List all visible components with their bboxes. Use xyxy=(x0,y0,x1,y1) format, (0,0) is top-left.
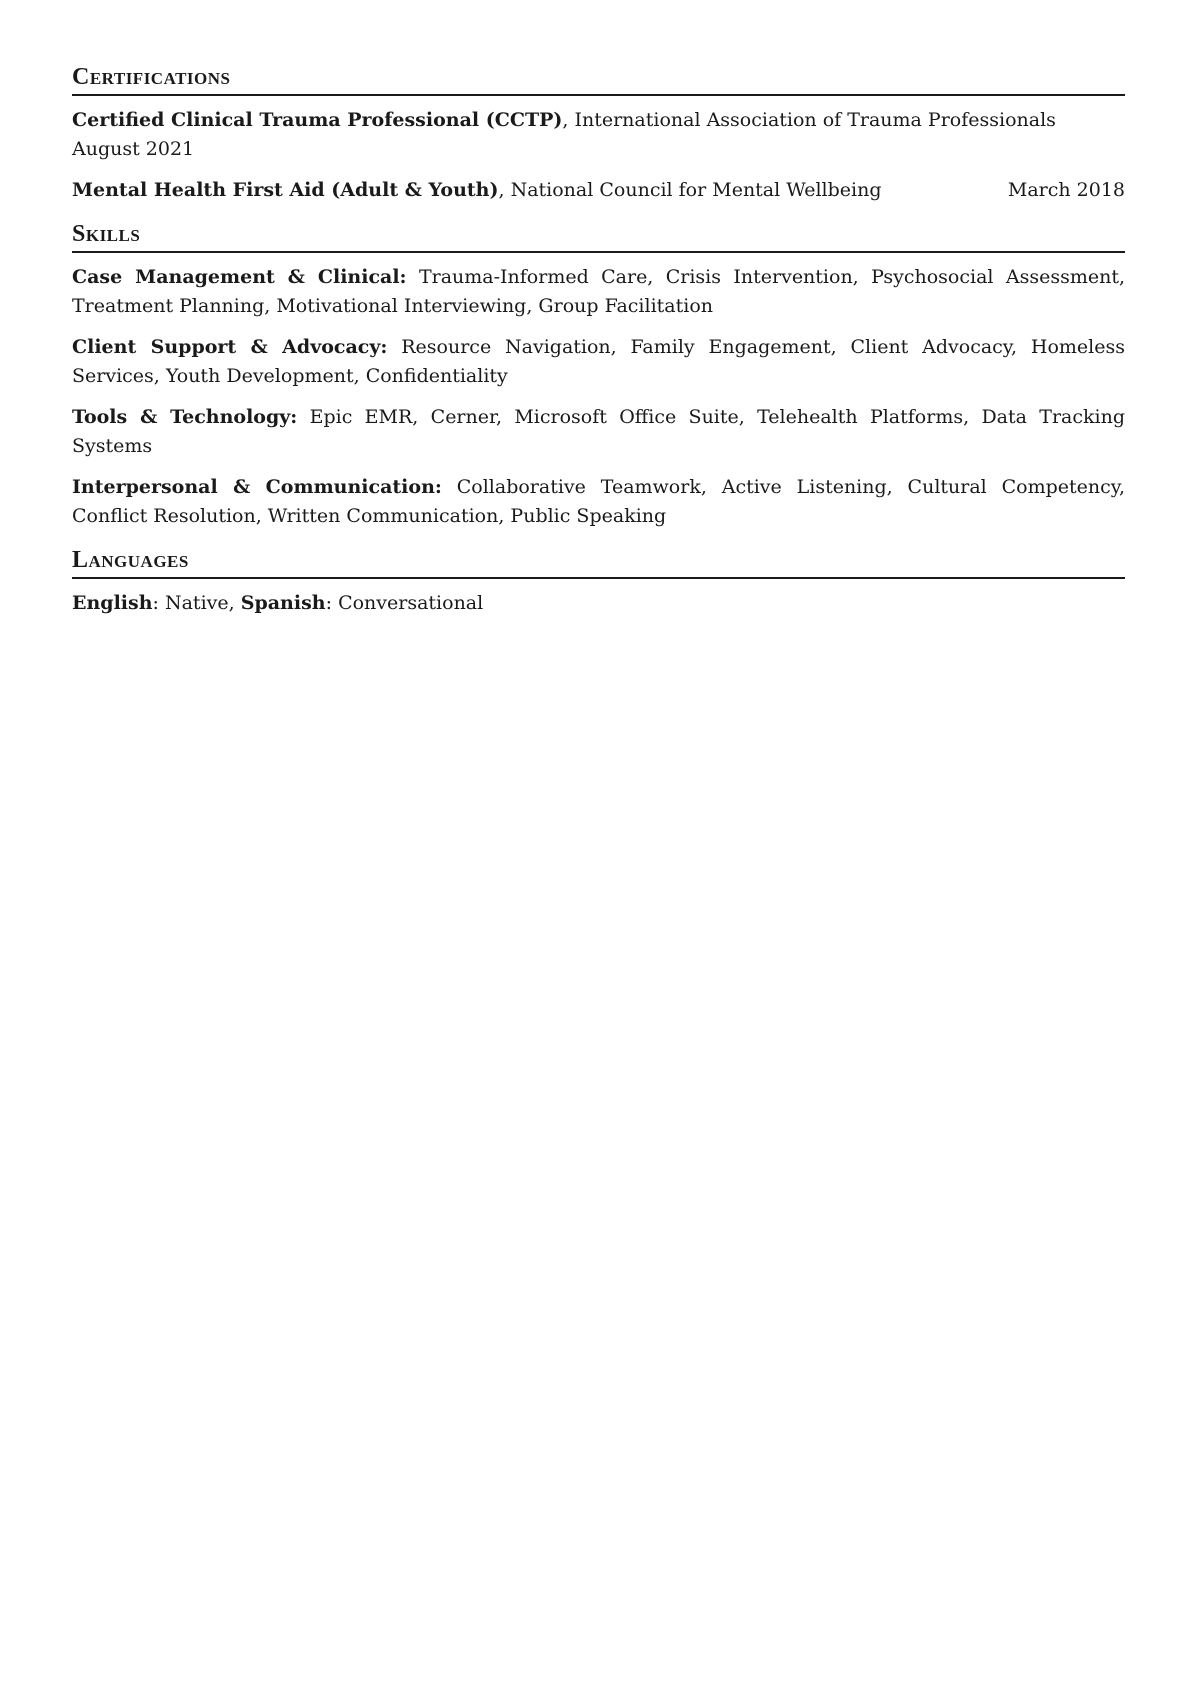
languages-line xyxy=(72,589,1125,618)
skill-group-value: Collaborative Teamwork, Active Listening, Cultural Competency, Conflict Resolution, Written Communication, Public Speaking xyxy=(72,476,1126,527)
certification-name: Mental Health First Aid (Adult & Youth) xyxy=(72,179,499,201)
skill-group-label: Case Management & Clinical: xyxy=(72,266,407,288)
language-sep: : xyxy=(325,592,339,614)
certification-issuer: International Association of Trauma Professionals xyxy=(574,109,1056,131)
skill-group xyxy=(72,263,1125,321)
language-name: Spanish xyxy=(240,592,326,614)
languages-heading: Languages xyxy=(72,545,1125,579)
certification-separator: , xyxy=(498,179,511,201)
language-level: Native xyxy=(164,592,229,614)
skills-heading: Skills xyxy=(72,219,1125,253)
certifications-heading: Certifications xyxy=(72,62,1125,96)
language-trail: , xyxy=(228,592,241,614)
skill-group xyxy=(72,403,1125,461)
skills-section xyxy=(72,219,1125,531)
skill-group xyxy=(72,473,1125,531)
language-level: Conversational xyxy=(338,592,484,614)
certification-date: March 2018 xyxy=(1007,179,1125,201)
skill-group-label: Interpersonal & Communication: xyxy=(72,476,442,498)
certifications-section xyxy=(72,62,1125,205)
language-name: English xyxy=(72,592,153,614)
certification-issuer: National Council for Mental Wellbeing xyxy=(510,179,882,201)
certification-name: Certified Clinical Trauma Professional (CCTP) xyxy=(72,109,563,131)
resume-page xyxy=(72,62,1125,632)
language-sep: : xyxy=(152,592,165,614)
certification-entry xyxy=(72,176,1125,205)
skill-group-value: Epic EMR, Cerner, Microsoft Office Suite, Telehealth Platforms, Data Tracking Systems xyxy=(72,406,1125,457)
skill-group-label: Client Support & Advocacy: xyxy=(72,336,388,358)
skill-group-value: Trauma-Informed Care, Crisis Intervention, Psychosocial Assessment, Treatment Planning, Motivational Interviewing, Group Facilitation xyxy=(72,266,1126,317)
certification-entry xyxy=(72,106,1125,164)
skill-group-value: Resource Navigation, Family Engagement, Client Advocacy, Homeless Services, Youth Development, Confidentiality xyxy=(72,336,1125,387)
skill-group xyxy=(72,333,1125,391)
skill-group-label: Tools & Technology: xyxy=(72,406,298,428)
certification-separator: , xyxy=(562,109,575,131)
languages-section xyxy=(72,545,1125,618)
certification-date: August 2021 xyxy=(72,138,195,160)
